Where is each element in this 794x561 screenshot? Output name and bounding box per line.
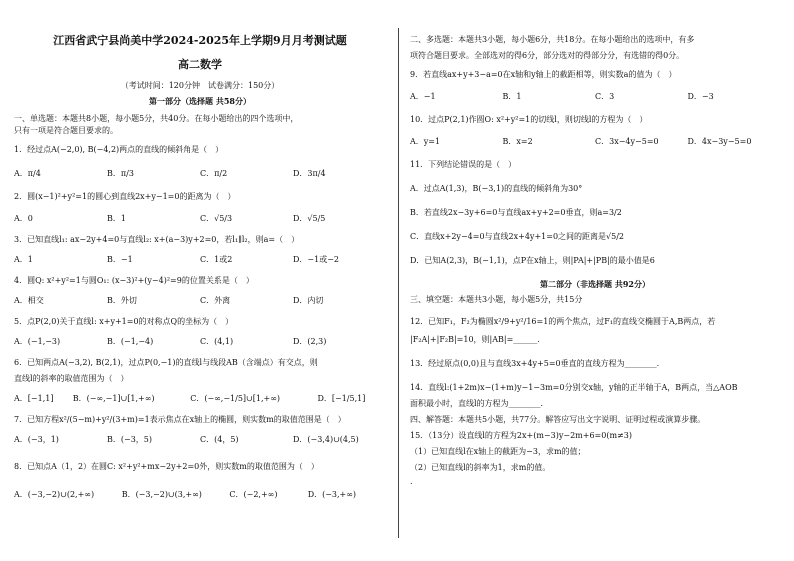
q4-options (14, 295, 386, 306)
q8-option-b: B．(−3,−2)∪(3,+∞) (121, 490, 202, 499)
q3-option-a: A．1 (14, 255, 33, 264)
left-column (14, 28, 386, 500)
q10-options (410, 136, 780, 147)
q8-option-c: C．(−2,+∞) (229, 490, 278, 499)
q7-option-c: C．(4，5) (200, 435, 239, 444)
question-12-line2: |F₂A|+|F₂B|=10，则|AB|=______. (410, 335, 540, 344)
question-14: 14．直线l:(1+2m)x−(1+m)y−1−3m=0分别交x轴，y轴的正半轴于A，B两点，当△AOB (410, 383, 738, 392)
q7-option-d: D．(−3,4)∪(4,5) (293, 435, 359, 444)
exam-info: （考试时间：120分钟 试卷满分：150分） (120, 81, 280, 90)
q1-options (14, 168, 386, 179)
q6-option-b: B．(−∞,−1]∪[1,+∞) (72, 394, 155, 403)
question-6-line2: 直线l的斜率的取值范围为（ ） (14, 374, 129, 383)
q9-option-c: C．3 (595, 92, 615, 101)
question-15-part2: （2）已知直线l的斜率为1，求m的值。 (410, 463, 551, 472)
question-1: 1．经过点A(−2,0), B(−4,2)两点的直线的倾斜角是（ ） (14, 145, 224, 154)
question-4: 4．圆Q: x²+y²=1与圆O₁: (x−3)²+(y−4)²=9的位置关系是（ ） (14, 276, 254, 285)
q4-option-d: D．内切 (293, 296, 324, 305)
multi-choice-intro: 二、多选题：本题共3小题，每小题6分，共18分。在每小题给出的选项中，有多 (410, 35, 695, 44)
q3-options (14, 254, 386, 265)
question-15: 15．（13分）设直线l的方程为2x+(m−3)y−2m+6=0(m≠3) (410, 431, 632, 440)
q5-option-c: C．(4,1) (200, 337, 234, 346)
q1-option-d: D．3π/4 (293, 169, 326, 178)
q5-option-b: B．(−1,−4) (107, 337, 154, 346)
single-choice-intro-2: 只有一项是符合题目要求的。 (14, 126, 118, 135)
question-6: 6．已知两点A(−3,2), B(2,1)，过点P(0,−1)的直线l与线段AB（含端点）有交点，则 (14, 358, 318, 367)
q11-option-d: D．已知A(2,3)，B(−1,1)，点P在x轴上，则|PA|+|PB|的最小值是6 (410, 256, 655, 265)
q11-option-a: A．过点A(1,3)，B(−3,1)的直线的倾斜角为30° (410, 184, 583, 193)
q3-option-b: B．−1 (107, 255, 133, 264)
q4-option-b: B．外切 (107, 296, 137, 305)
answer-intro: 四、解答题：本题共5小题，共77分。解答应写出文字说明、证明过程或演算步骤。 (410, 415, 706, 424)
q5-option-a: A．(−1,−3) (14, 337, 61, 346)
question-12: 12．已知F₁，F₂为椭圆x²/9+y²/16=1的两个焦点，过F₁的直线交椭圆于A,B两点，若 (410, 317, 716, 326)
fill-blank-intro: 三、填空题：本题共3小题，每小题5分，共15分 (410, 295, 583, 304)
question-5: 5．点P(2,0)关于直线l: x+y+1=0的对称点Q的坐标为（ ） (14, 317, 234, 326)
q3-option-c: C．1或2 (200, 255, 233, 264)
q6-option-d: D．[−1/5,1] (317, 394, 366, 403)
single-choice-intro: 一、单选题：本题共8小题，每小题5分，共40分。在每小题给出的四个选项中， (14, 114, 299, 123)
q9-option-d: D．−3 (687, 92, 714, 101)
q8-option-a: A．(−3,−2)∪(2,+∞) (14, 490, 95, 499)
q6-options (14, 393, 386, 404)
q8-option-d: D．(−3,+∞) (307, 490, 357, 499)
question-8: 8．已知点A（1，2）在圆C: x²+y²+mx−2y+2=0外，则实数m的取值范围为（ ） (14, 462, 319, 471)
q2-option-b: B．1 (107, 214, 126, 223)
part2-title: 第二部分（非选择题 共92分） (540, 279, 650, 289)
question-2: 2．圆(x−1)²+y²=1的圆心到直线2x+y−1=0的距离为（ ） (14, 192, 236, 201)
question-13: 13．经过原点(0,0)且与直线3x+4y+5=0垂直的直线方程为________. (410, 359, 660, 368)
q4-option-a: A．相交 (14, 296, 44, 305)
q7-option-b: B．(−3，5) (107, 435, 153, 444)
exam-subject: 高二数学 (178, 58, 222, 71)
q2-option-a: A．0 (14, 214, 33, 223)
q2-options (14, 213, 386, 224)
q6-option-c: C．(−∞,−1/5]∪[1,+∞) (190, 394, 280, 403)
q3-option-d: D．−1或−2 (293, 255, 339, 264)
q7-option-a: A．(−3，1) (14, 435, 59, 444)
q5-option-d: D．(2,3) (293, 337, 327, 346)
q10-option-a: A．y=1 (410, 137, 441, 146)
q5-options (14, 336, 386, 347)
q6-option-a: A．[−1,1] (14, 394, 54, 403)
question-3: 3．已知直线l₁: ax−2y+4=0与直线l₂: x+(a−3)y+2=0，若l₁∥l₂，则a=（ ） (14, 235, 300, 244)
q9-option-b: B．1 (502, 92, 522, 101)
q1-option-b: B．π/3 (107, 169, 134, 178)
q11-option-c: C．直线x+2y−4=0与直线2x+4y+1=0之间的距离是√5/2 (410, 232, 625, 241)
question-7: 7．已知方程x²/(5−m)+y²/(3+m)=1表示焦点在x轴上的椭圆，则实数m的取值范围是（ ） (14, 415, 346, 424)
q1-option-a: A．π/4 (14, 169, 41, 178)
question-14-line2: 面积最小时，直线l的方程为________. (410, 399, 544, 408)
q10-option-d: D．4x−3y−5=0 (687, 137, 752, 146)
question-10: 10．过点P(2,1)作圆O: x²+y²=1的切线l，则切线l的方程为（ ） (410, 115, 648, 124)
trailing-dot: . (410, 477, 413, 486)
part1-title: 第一部分（选择题 共58分） (149, 96, 251, 106)
q9-options (410, 91, 780, 102)
multi-choice-intro-2: 项符合题目要求。全部选对的得6分，部分选对的得部分分，有选错的得0分。 (410, 51, 685, 60)
question-15-part1: （1）已知直线l在x轴上的截距为−3，求m的值； (410, 447, 586, 456)
question-9: 9．若直线ax+y+3−a=0在x轴和y轴上的截距相等，则实数a的值为（ ） (410, 70, 677, 79)
q7-options (14, 434, 386, 445)
q11-option-b: B．若直线2x−3y+6=0与直线ax+y+2=0垂直，则a=3/2 (410, 208, 622, 217)
q2-option-d: D．√5/5 (293, 214, 326, 223)
q4-option-c: C．外离 (200, 296, 231, 305)
q8-options (14, 489, 386, 500)
q10-option-c: C．3x−4y−5=0 (595, 137, 659, 146)
q9-option-a: A．−1 (410, 92, 436, 101)
q10-option-b: B．x=2 (502, 137, 533, 146)
q1-option-c: C．π/2 (200, 169, 228, 178)
right-column (410, 28, 780, 488)
question-11: 11．下列结论错误的是（ ） (410, 160, 517, 169)
column-divider (398, 28, 399, 538)
exam-title: 江西省武宁县尚美中学2024-2025年上学期9月月考测试题 (53, 34, 347, 47)
q2-option-c: C．√5/3 (200, 214, 233, 223)
